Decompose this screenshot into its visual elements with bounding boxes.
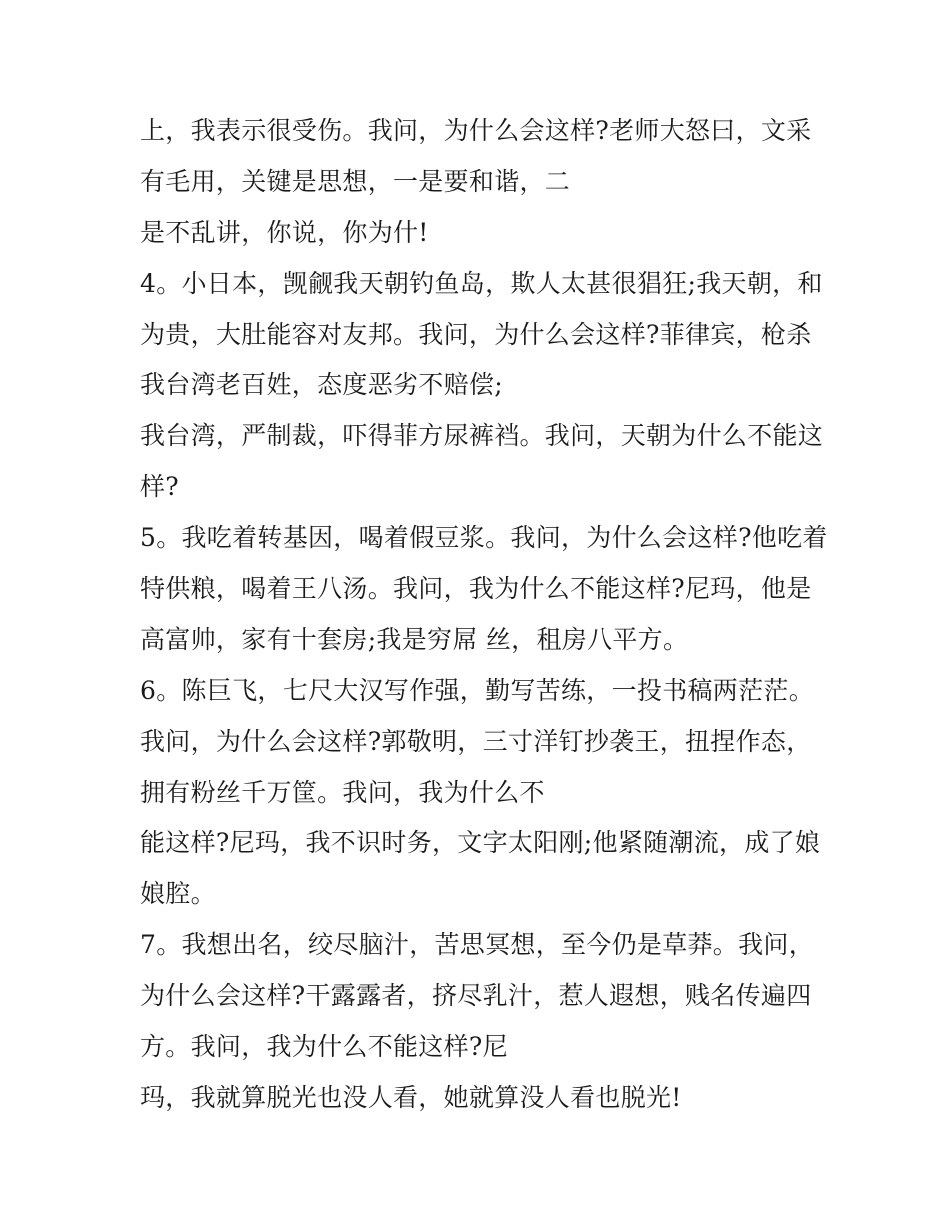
text-line: 我台湾，严制裁，吓得菲方尿裤裆。我问，天朝为什么不能这 bbox=[140, 421, 824, 451]
text-line: 特供粮，喝着王八汤。我问，我为什么不能这样?尼玛，他是 bbox=[140, 574, 812, 604]
text-line: 高富帅，家有十套房;我是穷屌 丝，租房八平方。 bbox=[140, 624, 689, 654]
text-line: 娘腔。 bbox=[140, 879, 216, 909]
body-text bbox=[140, 106, 830, 1124]
text-line: 上，我表示很受伤。我问，为什么会这样?老师大怒曰，文采 bbox=[140, 116, 812, 145]
text-line: 为贵，大肚能容对友邦。我问，为什么会这样?菲律宾，枪杀 bbox=[140, 319, 812, 349]
text-line: 有毛用，关键是思想，一是要和谐，二 bbox=[140, 166, 571, 196]
text-line: 玛，我就算脱光也没人看，她就算没人看也脱光! bbox=[140, 1082, 682, 1112]
text-line: 是不乱讲，你说，你为什! bbox=[140, 217, 429, 247]
text-line: 能这样?尼玛，我不识时务，文字太阳刚;他紧随潮流，成了娘 bbox=[140, 828, 821, 858]
text-line: 5。我吃着转基因，喝着假豆浆。我问，为什么会这样?他吃着 bbox=[140, 523, 828, 553]
text-line: 样? bbox=[140, 472, 180, 502]
text-line: 6。陈巨飞，七尺大汉写作强，勤写苦练，一投书稿两茫茫。 bbox=[140, 675, 815, 705]
text-line: 拥有粉丝千万筐。我问，我为什么不 bbox=[140, 777, 545, 807]
text-line: 我台湾老百姓，态度恶劣不赔偿; bbox=[140, 370, 503, 400]
text-line: 为什么会这样?干露露者，挤尽乳汁，惹人遐想，贱名传遍四 bbox=[140, 981, 812, 1011]
text-line: 方。我问，我为什么不能这样?尼 bbox=[140, 1032, 508, 1062]
text-line: 4。小日本，觊觎我天朝钓鱼岛，欺人太甚很猖狂;我天朝，和 bbox=[140, 268, 823, 298]
text-line: 7。我想出名，绞尽脑汁，苦思冥想，至今仍是草莽。我问， bbox=[140, 930, 815, 960]
text-line: 我问，为什么会这样?郭敬明，三寸洋钉抄袭王，扭捏作态， bbox=[140, 726, 812, 756]
